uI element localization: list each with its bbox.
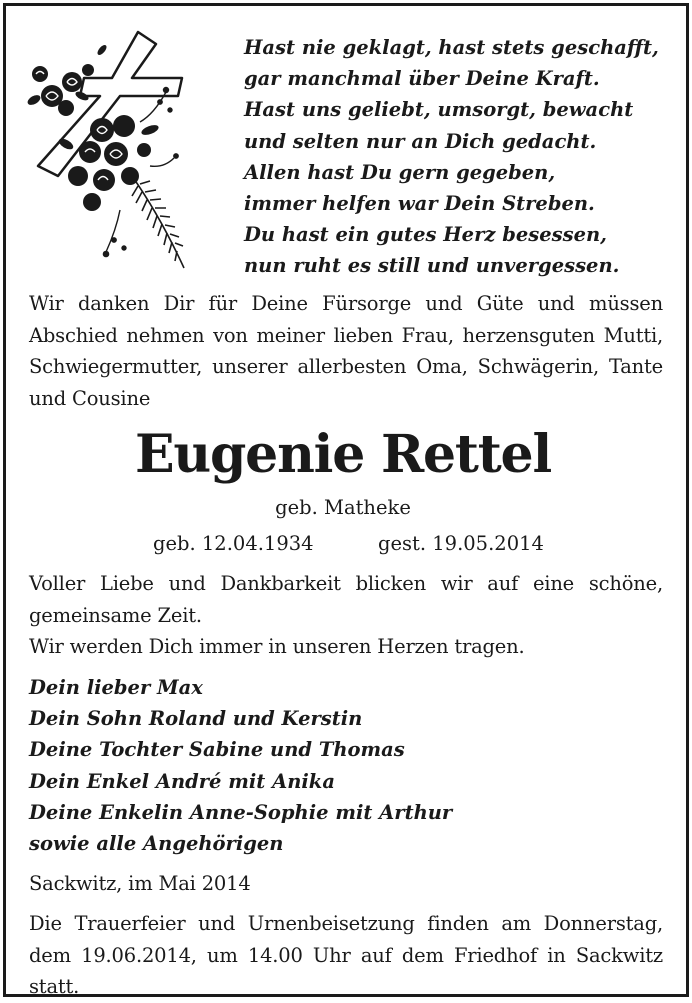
farewell-line: Wir werden Dich immer in unseren Herzen tragen. [29, 635, 525, 658]
poem-line: und selten nur an Dich gedacht. [244, 129, 597, 153]
poem-line: Allen hast Du gern gegeben, [244, 160, 556, 184]
intro-paragraph: Wir danken Dir für Deine Fürsorge und Güte und müssen Abschied nehmen von meiner lieben Frau, herzensguten Mutti, Schwiegermutter, unserer allerbesten Oma, Schwägerin, Tante und Cousine [29, 292, 663, 410]
poem-line: nun ruht es still und unvergessen. [244, 254, 620, 278]
family-member: Deine Tochter Sabine und Thomas [29, 738, 405, 762]
family-member: Dein Enkel André mit Anika [29, 769, 335, 793]
family-member: Deine Enkelin Anne-Sophie mit Arthur [29, 800, 453, 824]
place-date: Sackwitz, im Mai 2014 [29, 872, 251, 895]
death-date: gest. 19.05.2014 [378, 532, 544, 555]
family-member: Dein lieber Max [29, 676, 203, 699]
family-member: Dein Sohn Roland und Kerstin [29, 707, 363, 731]
poem-line: immer helfen war Dein Streben. [244, 192, 595, 216]
maiden-name: geb. Matheke [275, 496, 411, 519]
deceased-name: Eugenie Rettel [134, 424, 551, 485]
cross-with-roses-icon [20, 26, 192, 274]
farewell-paragraph: Voller Liebe und Dankbarkeit blicken wir auf eine schöne, gemeinsame Zeit. [29, 572, 663, 627]
birth-date: geb. 12.04.1934 [153, 532, 314, 555]
family-signatures [29, 672, 452, 859]
poem-line: Hast uns geliebt, umsorgt, bewacht [244, 98, 634, 122]
poem-line: gar manchmal über Deine Kraft. [244, 67, 600, 91]
poem-line: Du hast ein gutes Herz besessen, [244, 223, 607, 247]
family-member: sowie alle Angehörigen [29, 832, 284, 856]
poem-line: Hast nie geklagt, hast stets geschafft, [244, 36, 659, 59]
funeral-notice: Die Trauerfeier und Urnenbeisetzung finden am Donnerstag, dem 19.06.2014, um 14.00 Uhr auf dem Friedhof in Sackwitz statt. [29, 912, 663, 998]
memorial-poem [244, 32, 659, 282]
